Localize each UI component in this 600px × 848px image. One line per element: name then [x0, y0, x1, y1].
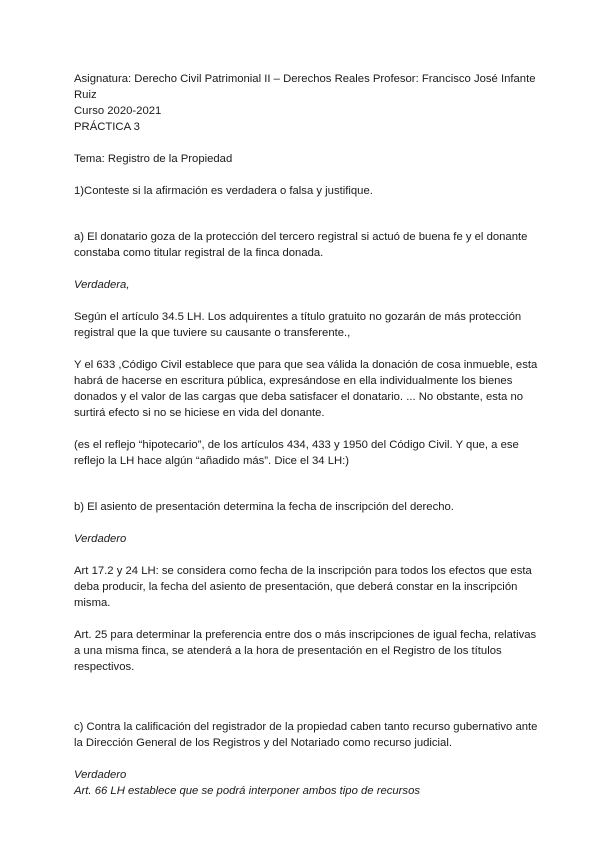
question-a-justification-3: (es el reflejo “hipotecario”, de los artículos 434, 433 y 1950 del Código Civil. Y que, a ese reflejo la LH hace algún “añadido más”. Dice el 34 LH:)	[74, 439, 519, 467]
course-year-line: Curso 2020-2021	[74, 105, 162, 117]
question-a-statement: a) El donatario goza de la protección del tercero registral si actuó de buena fe y el donante constaba como titular registral de la finca donada.	[74, 231, 528, 259]
question-c-statement: c) Contra la calificación del registrador de la propiedad caben tanto recurso gubernativo ante la Dirección General de los Registros y del Notariado como recurso judicial.	[74, 721, 538, 749]
question-c-answer: Verdadero	[74, 769, 127, 781]
question-a-justification-1: Según el artículo 34.5 LH. Los adquirentes a título gratuito no gozarán de más protección registral que la que tuviere su causante o transferente.,	[74, 311, 522, 339]
question-b-justification-2: Art. 25 para determinar la preferencia entre dos o más inscripciones de igual fecha, relativas a una misma finca, se atenderá a la hora de presentación en el Registro de los títulos respectivos.	[74, 629, 537, 673]
question-b-statement: b) El asiento de presentación determina la fecha de inscripción del derecho.	[74, 501, 454, 513]
topic-line: Tema: Registro de la Propiedad	[74, 153, 233, 165]
question-c-justification-1: Art. 66 LH establece que se podrá interponer ambos tipo de recursos	[74, 785, 421, 797]
question-b-section	[74, 499, 544, 675]
question-b-answer: Verdadero	[74, 533, 127, 545]
question-a-justification-2: Y el 633 ,Código Civil establece que para que sea válida la donación de cosa inmueble, esta habrá de hacerse en escritura pública, expresándose en ella individualmente los bienes donados y el valor de las cargas que deba satisfacer el donatario. ... No obstante, esta no surtirá efecto si no se hiciese en vida del donante.	[74, 359, 538, 419]
practice-title: PRÁCTICA 3	[74, 121, 140, 133]
question-c-section	[74, 719, 544, 799]
document-page	[74, 71, 544, 799]
instruction-line: 1)Conteste si la afirmación es verdadera o falsa y justifique.	[74, 185, 373, 197]
question-a-section	[74, 229, 544, 469]
document-header	[74, 71, 544, 135]
course-subject-line: Asignatura: Derecho Civil Patrimonial II – Derechos Reales Profesor: Francisco José Infante Ruiz	[74, 73, 536, 101]
question-b-justification-1: Art 17.2 y 24 LH: se considera como fecha de la inscripción para todos los efectos que esta deba producir, la fecha del asiento de presentación, que deberá constar en la inscripción misma.	[74, 565, 532, 609]
question-a-answer: Verdadera,	[74, 279, 130, 291]
